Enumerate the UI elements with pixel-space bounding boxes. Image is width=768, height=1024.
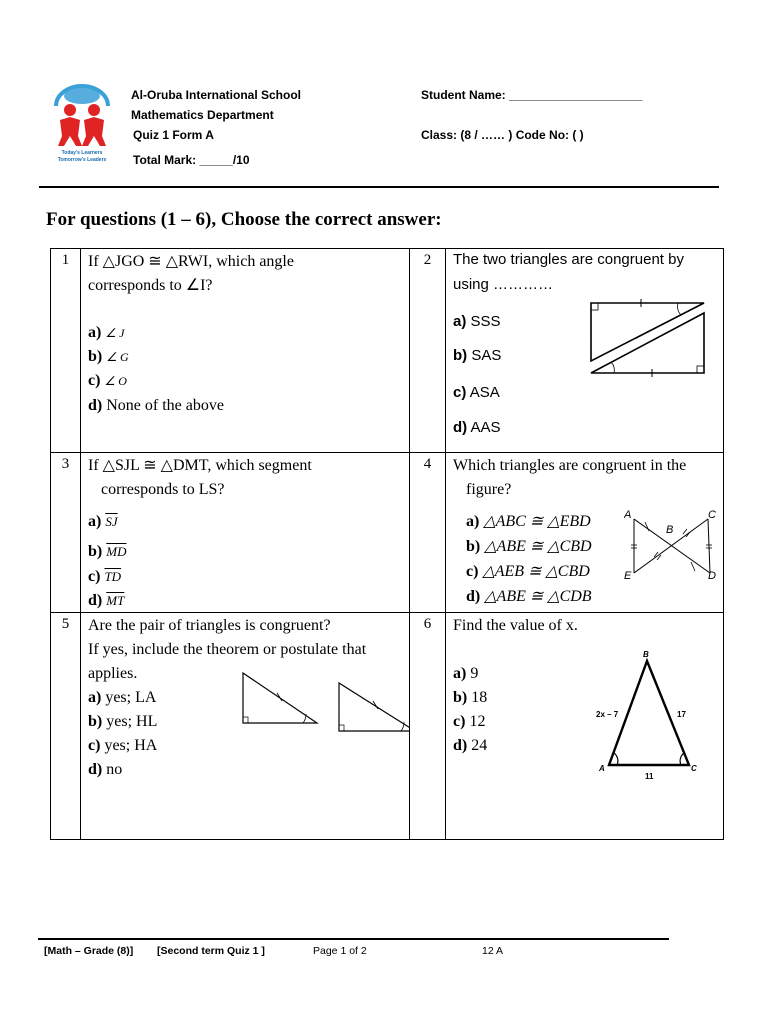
vertex-label-c: C — [691, 764, 697, 773]
option-b[interactable]: b) ∠ G — [88, 348, 129, 365]
option-a[interactable]: a) yes; LA — [88, 689, 157, 706]
question-1-stem-line-1: If △JGO ≅ △RWI, which angle — [88, 253, 294, 270]
vertex-label-e: E — [624, 570, 632, 579]
class-code-field[interactable]: Class: (8 / …… ) Code No: ( ) — [421, 128, 584, 142]
question-4-stem-line-1: Which triangles are congruent in the — [453, 457, 687, 474]
option-d[interactable]: d) 24 — [453, 737, 488, 754]
vertex-label-b: B — [666, 524, 674, 536]
question-5-stem-line-2: If yes, include the theorem or postulate that — [88, 641, 367, 658]
side-label-ab: 2x – 7 — [596, 710, 619, 719]
question-3 — [81, 453, 410, 613]
question-2-stem-line-2: using ………… — [453, 276, 554, 293]
question-number: 2 — [410, 249, 446, 453]
vertex-label-c: C — [708, 509, 716, 521]
quiz-title: Quiz 1 Form A — [133, 128, 214, 142]
vertex-label-d: D — [708, 570, 716, 579]
question-5 — [81, 613, 410, 840]
vertex-label-a: A — [599, 764, 605, 773]
option-a[interactable]: a) △ABC ≅ △EBD — [466, 513, 591, 530]
option-b[interactable]: b) △ABE ≅ △CBD — [466, 538, 592, 555]
option-b[interactable]: b) 18 — [453, 689, 488, 706]
option-a[interactable]: a) ∠ J — [88, 324, 125, 341]
instructions: For questions (1 – 6), Choose the correct answer: — [46, 209, 442, 230]
option-b[interactable]: b) SAS — [453, 347, 502, 364]
option-c[interactable]: c) ∠ O — [88, 372, 127, 389]
question-number: 5 — [51, 613, 81, 840]
isosceles-triangle-figure — [591, 645, 711, 785]
question-1-stem-line-2: corresponds to ∠I? — [88, 277, 213, 294]
question-number: 3 — [51, 453, 81, 613]
logo-tagline-2: Tomorrow's Leaders — [57, 157, 107, 163]
footer-course: [Math – Grade (8)] — [44, 945, 134, 957]
question-number: 4 — [410, 453, 446, 613]
option-b[interactable]: b) yes; HL — [88, 713, 158, 730]
total-mark: Total Mark: _____/10 — [133, 153, 250, 167]
right-triangles-figure — [239, 669, 409, 733]
question-6 — [446, 613, 724, 840]
question-3-stem-line-2: corresponds to LS? — [101, 481, 225, 498]
header-divider — [39, 186, 719, 188]
question-5-stem-line-1: Are the pair of triangles is congruent? — [88, 617, 331, 634]
option-c[interactable]: c) △AEB ≅ △CBD — [466, 563, 590, 580]
option-d[interactable]: d) $\overline{MT}$ — [88, 592, 125, 609]
question-1 — [81, 249, 410, 453]
option-c[interactable]: c) 12 — [453, 713, 486, 730]
question-5-stem-line-3: applies. — [88, 665, 138, 682]
side-label-ac: 11 — [645, 772, 654, 781]
footer-term: [Second term Quiz 1 ] — [157, 945, 265, 957]
question-2 — [446, 249, 724, 453]
school-logo — [52, 84, 112, 166]
footer-form-code: 12 A — [482, 945, 504, 957]
question-2-stem-line-1: The two triangles are congruent by — [453, 251, 684, 268]
option-a[interactable]: a) $\overline{SJ}$ — [88, 513, 118, 530]
crossed-triangles-figure — [624, 507, 716, 579]
option-a[interactable]: a) SSS — [453, 313, 501, 330]
school-name: Al-Oruba International School — [131, 88, 302, 102]
question-4 — [446, 453, 724, 613]
questions-table — [50, 248, 724, 840]
student-name-field[interactable]: Student Name: ____________________ — [421, 88, 643, 102]
option-d[interactable]: d) None of the above — [88, 397, 224, 414]
option-a[interactable]: a) 9 — [453, 665, 479, 682]
vertex-label-b: B — [643, 650, 649, 659]
footer-page-number: Page 1 of 2 — [313, 945, 367, 957]
option-b[interactable]: b) $\overline{MD}$ — [88, 543, 127, 560]
side-label-bc: 17 — [677, 710, 686, 719]
question-number: 1 — [51, 249, 81, 453]
parallelogram-diagonal-figure — [586, 299, 706, 377]
question-number: 6 — [410, 613, 446, 840]
option-c[interactable]: c) $\overline{TD}$ — [88, 568, 122, 585]
logo-tagline-1: Today's Learners — [61, 150, 103, 156]
question-6-stem: Find the value of x. — [453, 617, 578, 634]
footer-divider — [38, 938, 669, 940]
question-3-stem-line-1: If △SJL ≅ △DMT, which segment — [88, 457, 312, 474]
option-c[interactable]: c) ASA — [453, 384, 500, 401]
option-d[interactable]: d) AAS — [453, 419, 501, 436]
vertex-label-a: A — [624, 509, 632, 521]
option-c[interactable]: c) yes; HA — [88, 737, 158, 754]
department-name: Mathematics Department — [131, 108, 274, 122]
option-d[interactable]: d) no — [88, 761, 123, 778]
option-d[interactable]: d) △ABE ≅ △CDB — [466, 588, 592, 605]
question-4-stem-line-2: figure? — [466, 481, 512, 498]
